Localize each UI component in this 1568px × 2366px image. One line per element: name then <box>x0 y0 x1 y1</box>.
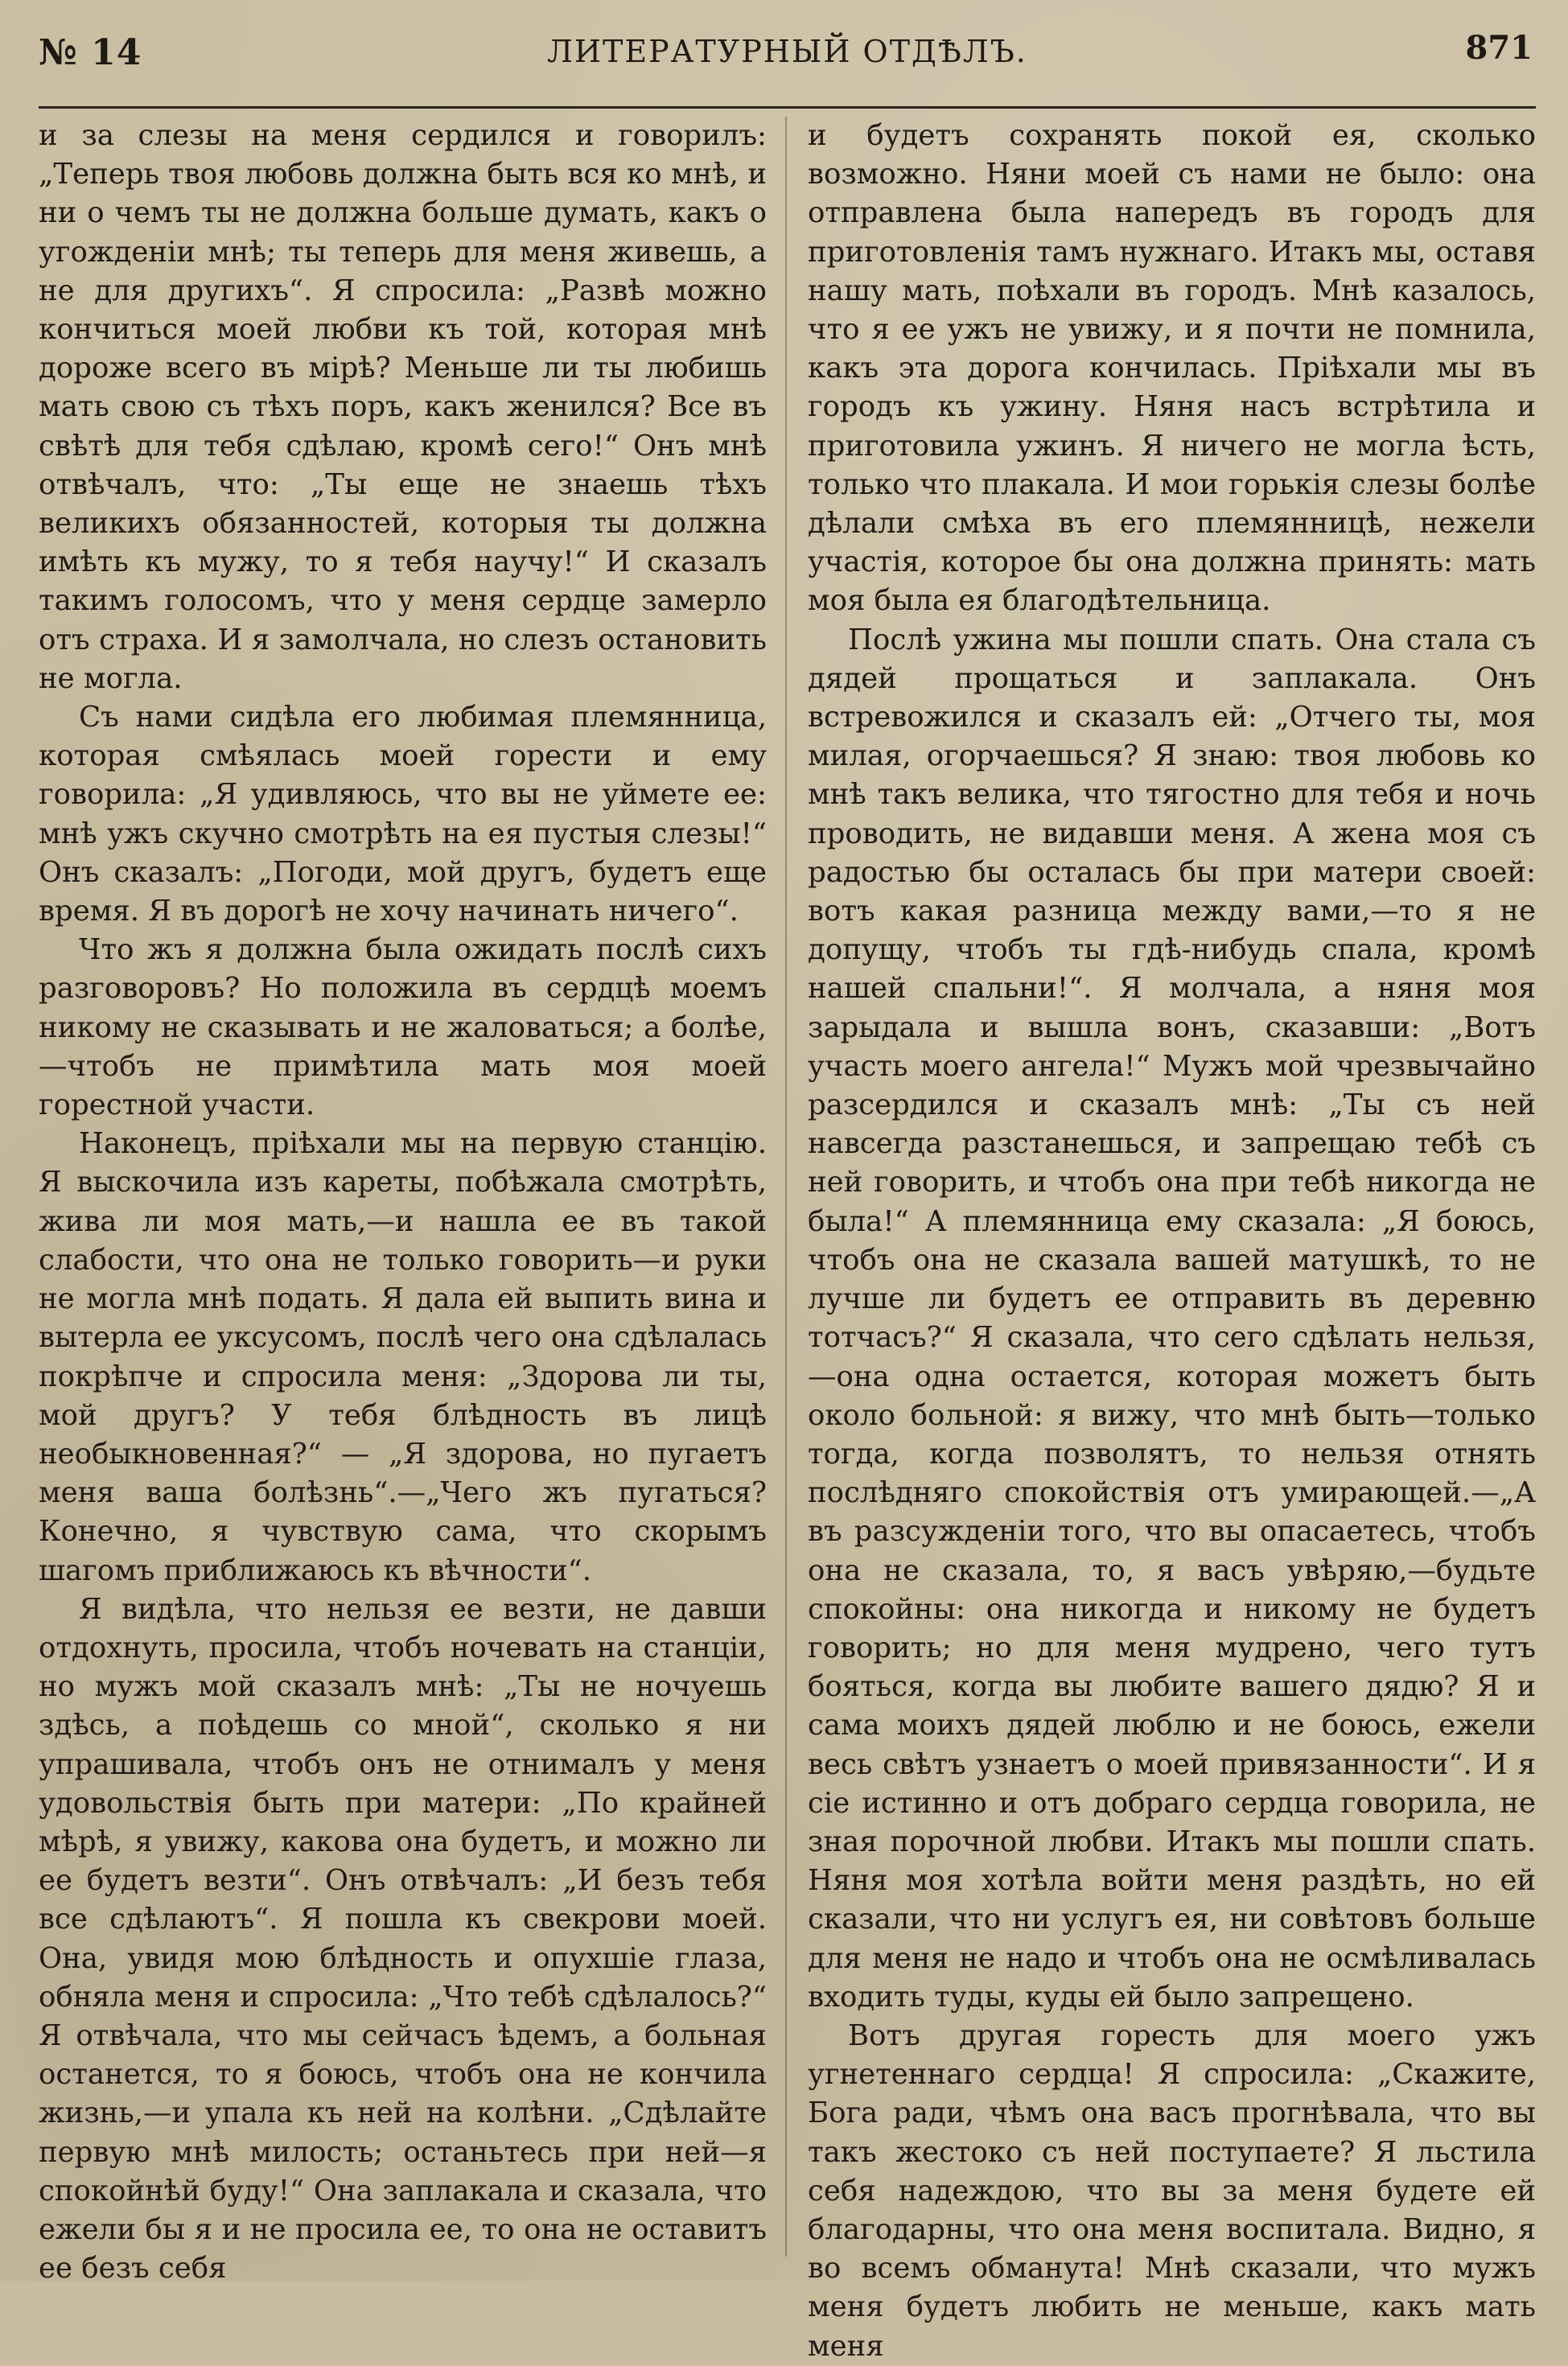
paragraph: и за слезы на меня сердился и говорилъ: „Теперь твоя любовь должна быть вся ко мнѣ, и ни о чемъ ты не должна больше думать, какъ о угожденіи мнѣ; ты теперь для меня живешь, а не для другихъ“. Я спросила: „Развѣ можно кончиться моей любви къ той, которая мнѣ дороже всего въ мірѣ? Меньше ли ты любишь мать свою съ тѣхъ поръ, какъ женился? Все въ свѣтѣ для тебя сдѣлаю, кромѣ сего!“ Онъ мнѣ отвѣчалъ, что: „Ты еще не знаешь тѣхъ великихъ обязанностей, которыя ты должна имѣть къ мужу, то я тебя научу!“ И сказалъ такимъ голосомъ, что у меня сердце замерло отъ страха. И я замолчала, но слезъ остановить не могла. <box>39 119 767 695</box>
page-number: 871 <box>1465 29 1533 67</box>
paragraph: Съ нами сидѣла его любимая племянница, которая смѣялась моей горести и ему говорила: „Я удивляюсь, что вы не уймете ее: мнѣ ужъ скучно смотрѣть на ея пустыя слезы!“ Онъ сказалъ: „Погоди, мой другъ, будетъ еще время. Я въ дорогѣ не хочу начинать ничего“. <box>39 701 767 928</box>
paragraph: Что жъ я должна была ожидать послѣ сихъ разговоровъ? Но положила въ сердцѣ моемъ никому не сказывать и не жаловаться; а болѣе,—чтобъ не примѣтила мать моя моей горестной участи. <box>39 933 767 1122</box>
issue-number: № 14 <box>39 32 142 73</box>
paragraph: Наконецъ, пріѣхали мы на первую станцію. Я выскочила изъ кареты, побѣжала смотрѣть, жива ли моя мать,—и нашла ее въ такой слабости, что она не только говорить—и руки не могла мнѣ подать. Я дала ей выпить вина и вытерла ее уксусомъ, послѣ чего она сдѣлалась покрѣпче и спросила меня: „Здорова ли ты, мой другъ? У тебя блѣдность въ лицѣ необыкновенная?“ — „Я здорова, но пугаетъ меня ваша болѣзнь“.—„Чего жъ пугаться? Конечно, я чувствую сама, что скорымъ шагомъ приближаюсь къ вѣчности“. <box>39 1127 767 1587</box>
page-header <box>39 29 1536 109</box>
paragraph: и будетъ сохранять покой ея, сколько возможно. Няни моей съ нами не было: она отправлена была напередъ въ городъ для приготовленія тамъ нужнаго. Итакъ мы, оставя нашу мать, поѣхали въ городъ. Мнѣ казалось, что я ее ужъ не увижу, и я почти не помнила, какъ эта дорога кончилась. Пріѣхали мы въ городъ къ ужину. Няня насъ встрѣтила и приготовила ужинъ. Я ничего не могла ѣсть, только что плакала. И мои горькія слезы болѣе дѣлали смѣха въ его племянницѣ, нежели участія, которое бы она должна принять: мать моя была ея благодѣтельница. <box>808 119 1536 618</box>
text-columns <box>39 117 1536 2363</box>
column-divider <box>785 117 787 2257</box>
section-title: ЛИТЕРАТУРНЫЙ ОТДѢЛЪ. <box>547 34 1027 69</box>
paragraph: Вотъ другая горесть для моего ужъ угнетеннаго сердца! Я спросила: „Скажите, Бога ради, чѣмъ она васъ прогнѣвала, что вы такъ жестоко съ ней поступаете? Я льстила себя надеждою, что вы за меня будете ей благодарны, что она меня воспитала. Видно, я во всемъ обманута! Мнѣ сказали, что мужъ меня будетъ любить не меньше, какъ мать меня <box>808 2018 1536 2363</box>
right-column <box>808 117 1536 2363</box>
paragraph: Я видѣла, что нельзя ее везти, не давши отдохнуть, просила, чтобъ ночевать на станціи, но мужъ мой сказалъ мнѣ: „Ты не ночуешь здѣсь, а поѣдешь со мной“, сколько я ни упрашивала, чтобъ онъ не отнималъ у меня удовольствія быть при матери: „По крайней мѣрѣ, я увижу, какова она будетъ, и можно ли ее будетъ везти“. Онъ отвѣчалъ: „И безъ тебя все сдѣлаютъ“. Я пошла къ свекрови моей. Она, увидя мою блѣдность и опухшіе глаза, обняла меня и спросила: „Что тебѣ сдѣлалось?“ Я отвѣчала, что мы сейчасъ ѣдемъ, а больная останется, то я боюсь, чтобъ она не кончила жизнь,—и упала къ ней на колѣни. „Сдѣлайте первую мнѣ милость; останьтесь при ней—я спокойнѣй буду!“ Она заплакала и сказала, что ежели бы я и не просила ее, то она не оставитъ ее безъ себя <box>39 1592 767 2286</box>
paragraph: Послѣ ужина мы пошли спать. Она стала съ дядей прощаться и заплакала. Онъ встревожился и сказалъ ей: „Отчего ты, моя милая, огорчаешься? Я знаю: твоя любовь ко мнѣ такъ велика, что тягостно для тебя и ночь проводить, не видавши меня. А жена моя съ радостью бы осталась бы при матери своей: вотъ какая разница между вами,—то я не допущу, чтобъ ты гдѣ-нибудь спала, кромѣ нашей спальни!“. Я молчала, а няня моя зарыдала и вышла вонъ, сказавши: „Вотъ участь моего ангела!“ Мужъ мой чрезвычайно разсердился и сказалъ мнѣ: „Ты съ ней навсегда разстанешься, и запрещаю тебѣ съ ней говорить, и чтобъ она при тебѣ никогда не была!“ А племянница ему сказала: „Я боюсь, чтобъ она не сказала вашей матушкѣ, то не лучше ли будетъ ее отправить въ деревню тотчасъ?“ Я сказала, что сего сдѣлать нельзя,—она одна остается, которая можетъ быть около больной: я вижу, что мнѣ быть—только тогда, когда позволятъ, то нельзя отнять послѣдняго спокойствія отъ умирающей.—„А въ разсужденіи того, что вы опасаетесь, чтобъ она не сказала, то, я васъ увѣряю,—будьте спокойны: она никогда и никому не будетъ говорить; но для меня мудрено, чего тутъ бояться, когда вы любите вашего дядю? Я и сама моихъ дядей люблю и не боюсь, ежели весь свѣтъ узнаетъ о моей привязанности“. И я сіе истинно и отъ добраго сердца говорила, не зная порочной любви. Итакъ мы пошли спать. Няня моя хотѣла войти меня раздѣть, но ей сказали, что ни услугъ ея, ни совѣтовъ больше для меня не надо и чтобъ она не осмѣливалась входить туды, куды ей было запрещено. <box>808 623 1536 2014</box>
left-column <box>39 117 767 2286</box>
